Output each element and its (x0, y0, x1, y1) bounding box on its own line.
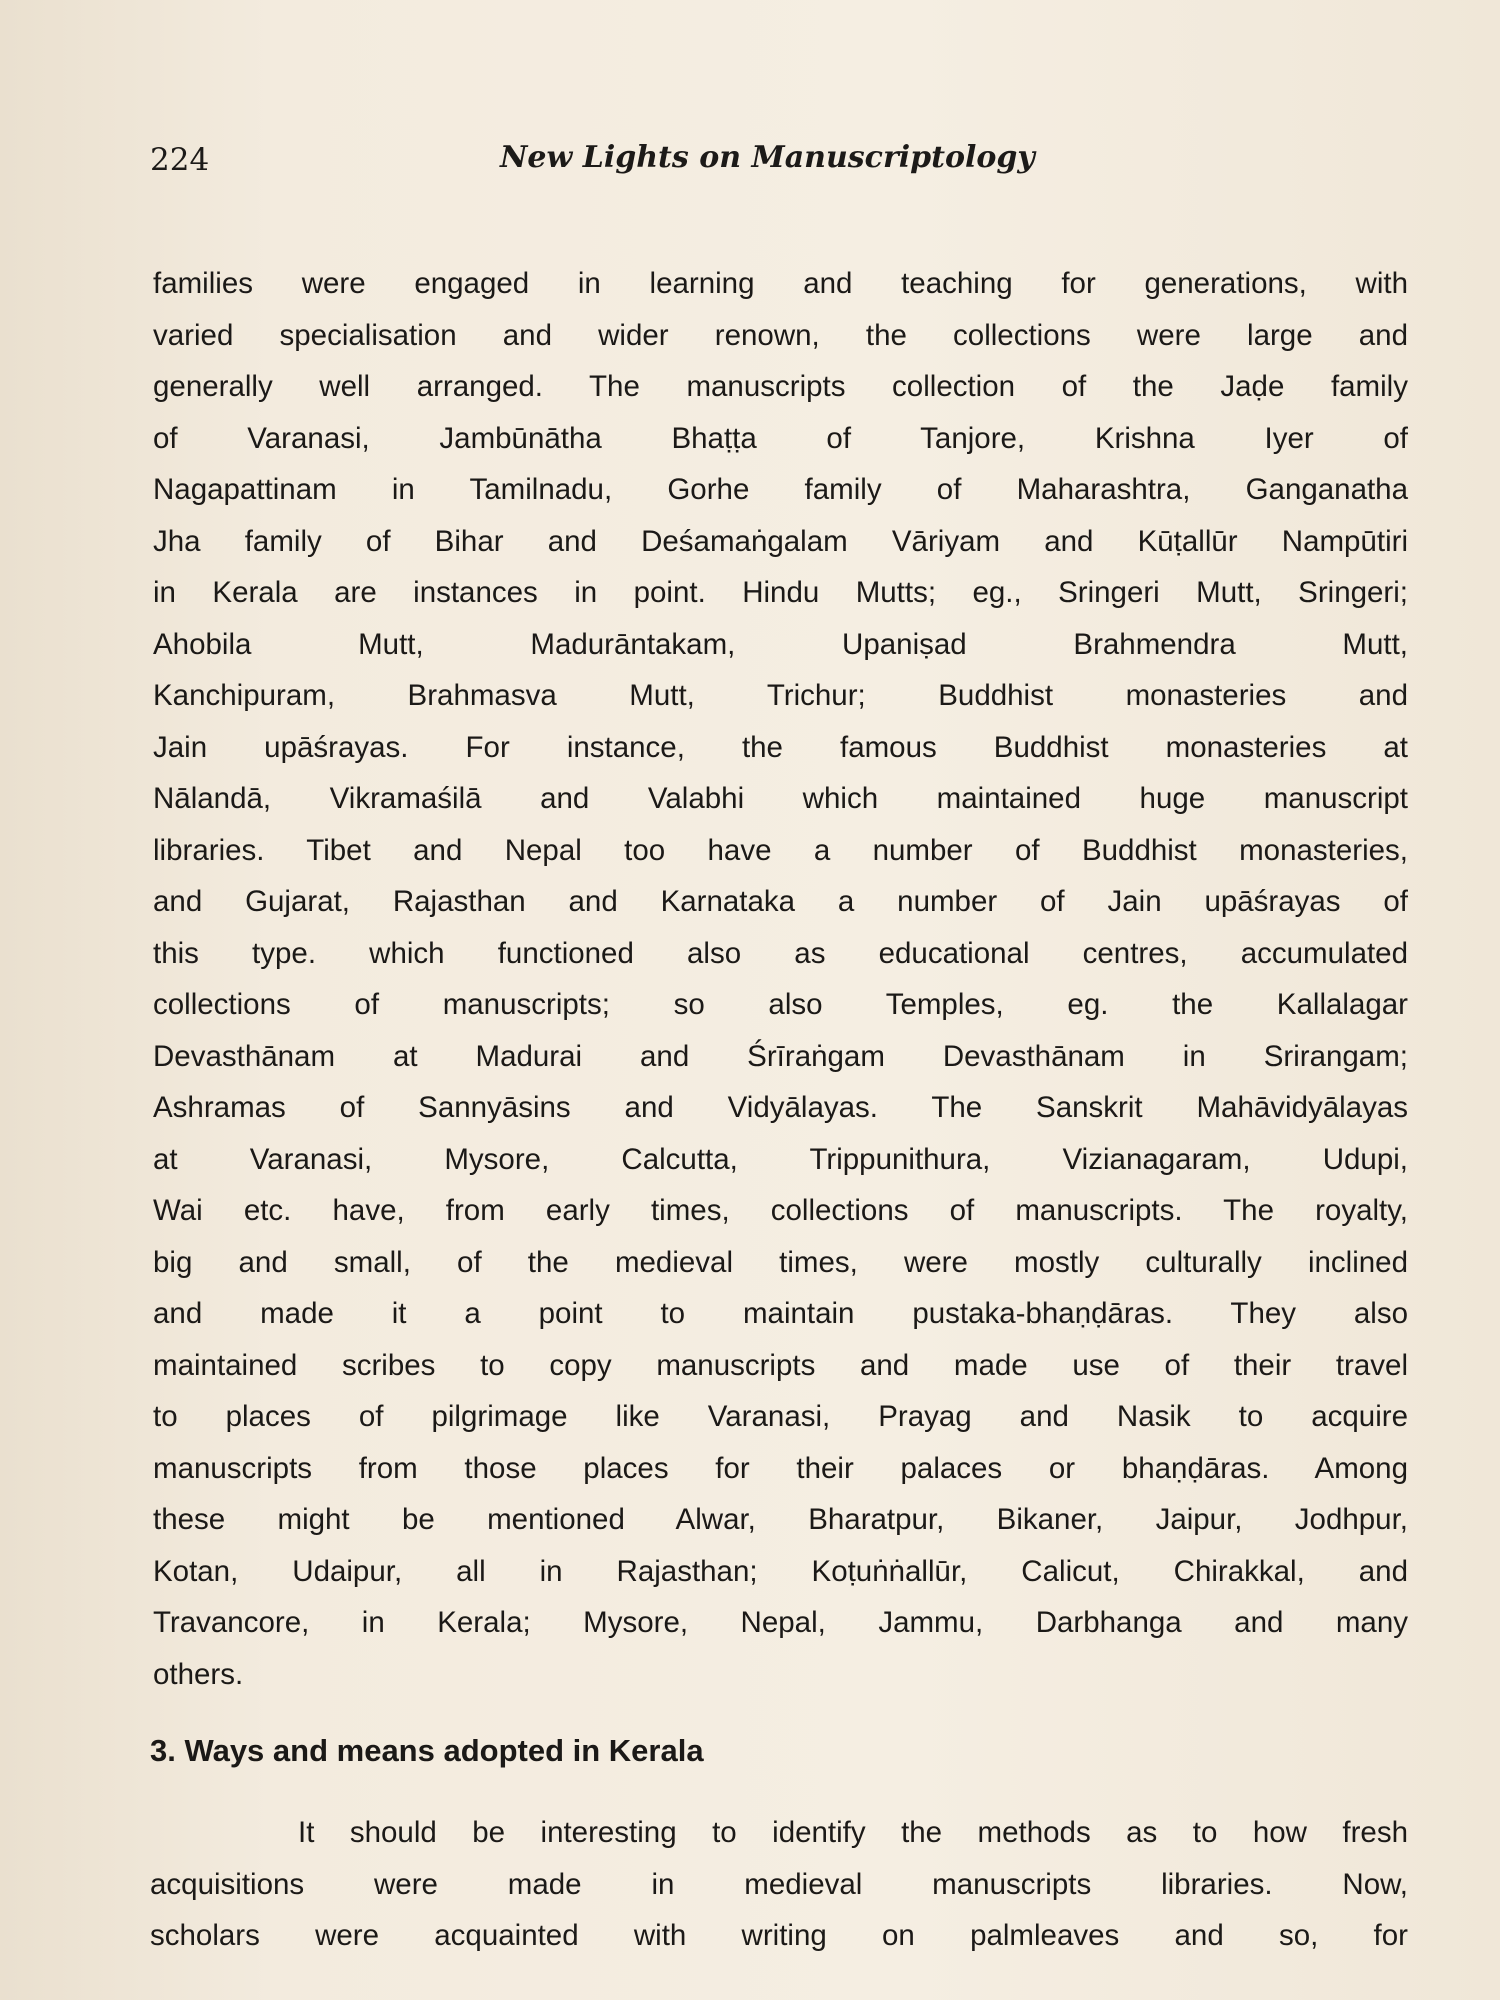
text-line: this type. which functioned also as educational centres, accumulated (153, 936, 1408, 970)
paragraph-2 (150, 1807, 1408, 1962)
text-line: manuscripts from those places for their palaces or bhaṇḍāras. Among (153, 1451, 1408, 1485)
text-line: libraries. Tibet and Nepal too have a number of Buddhist monasteries, (153, 833, 1408, 867)
text-line: and Gujarat, Rajasthan and Karnataka a number of Jain upāśrayas of (153, 885, 1408, 918)
text-line: Ahobila Mutt, Madurāntakam, Upaniṣad Brahmendra Mutt, (153, 627, 1408, 661)
text-line: scholars were acquainted with writing on palmleaves and so, for (150, 1919, 1408, 1952)
text-line: these might be mentioned Alwar, Bharatpur, Bikaner, Jaipur, Jodhpur, (153, 1503, 1408, 1536)
text-line: big and small, of the medieval times, were mostly culturally inclined (153, 1245, 1408, 1279)
text-line: Jain upāśrayas. For instance, the famous Buddhist monasteries at (153, 730, 1408, 764)
text-line: Jha family of Bihar and Deśamaṅgalam Vāriyam and Kūṭallūr Nampūtiri (153, 524, 1408, 558)
text-line: generally well arranged. The manuscripts collection of the Jaḍe family (153, 370, 1408, 403)
text-line: Wai etc. have, from early times, collections of manuscripts. The royalty, (153, 1194, 1408, 1227)
text-line: in Kerala are instances in point. Hindu Mutts; eg., Sringeri Mutt, Sringeri; (153, 576, 1408, 609)
text-line: others. (153, 1657, 244, 1691)
text-line: to places of pilgrimage like Varanasi, Prayag and Nasik to acquire (153, 1400, 1408, 1433)
text-line: of Varanasi, Jambūnātha Bhaṭṭa of Tanjore, Krishna Iyer of (153, 421, 1408, 455)
page-number: 224 (150, 142, 210, 178)
text-line: Kanchipuram, Brahmasva Mutt, Trichur; Buddhist monasteries and (153, 679, 1408, 712)
running-title: New Lights on Manuscriptology (500, 140, 1035, 175)
text-line: Travancore, in Kerala; Mysore, Nepal, Jammu, Darbhanga and many (153, 1606, 1408, 1639)
text-line: Nālandā, Vikramaśilā and Valabhi which maintained huge manuscript (153, 782, 1408, 815)
section-heading: 3. Ways and means adopted in Kerala (150, 1733, 704, 1768)
text-line: It should be interesting to identify the methods as to how fresh (298, 1816, 1408, 1849)
text-line: Ashramas of Sannyāsins and Vidyālayas. The Sanskrit Mahāvidyālayas (153, 1091, 1408, 1124)
page-header (150, 140, 1410, 190)
text-line: Kotan, Udaipur, all in Rajasthan; Koṭuṅṅallūr, Calicut, Chirakkal, and (153, 1554, 1408, 1588)
text-line: maintained scribes to copy manuscripts and made use of their travel (153, 1348, 1408, 1382)
text-line: and made it a point to maintain pustaka-bhaṇḍāras. They also (153, 1297, 1408, 1330)
paragraph-1 (153, 258, 1408, 1700)
text-line: Devasthānam at Madurai and Śrīraṅgam Devasthānam in Srirangam; (153, 1039, 1408, 1073)
text-line: Nagapattinam in Tamilnadu, Gorhe family of Maharashtra, Ganganatha (153, 473, 1408, 506)
text-line: varied specialisation and wider renown, the collections were large and (153, 318, 1408, 352)
text-line: acquisitions were made in medieval manuscripts libraries. Now, (150, 1867, 1408, 1901)
text-line: families were engaged in learning and teaching for generations, with (153, 267, 1408, 300)
text-line: at Varanasi, Mysore, Calcutta, Trippunithura, Vizianagaram, Udupi, (153, 1142, 1408, 1176)
text-line: collections of manuscripts; so also Temples, eg. the Kallalagar (153, 988, 1408, 1021)
